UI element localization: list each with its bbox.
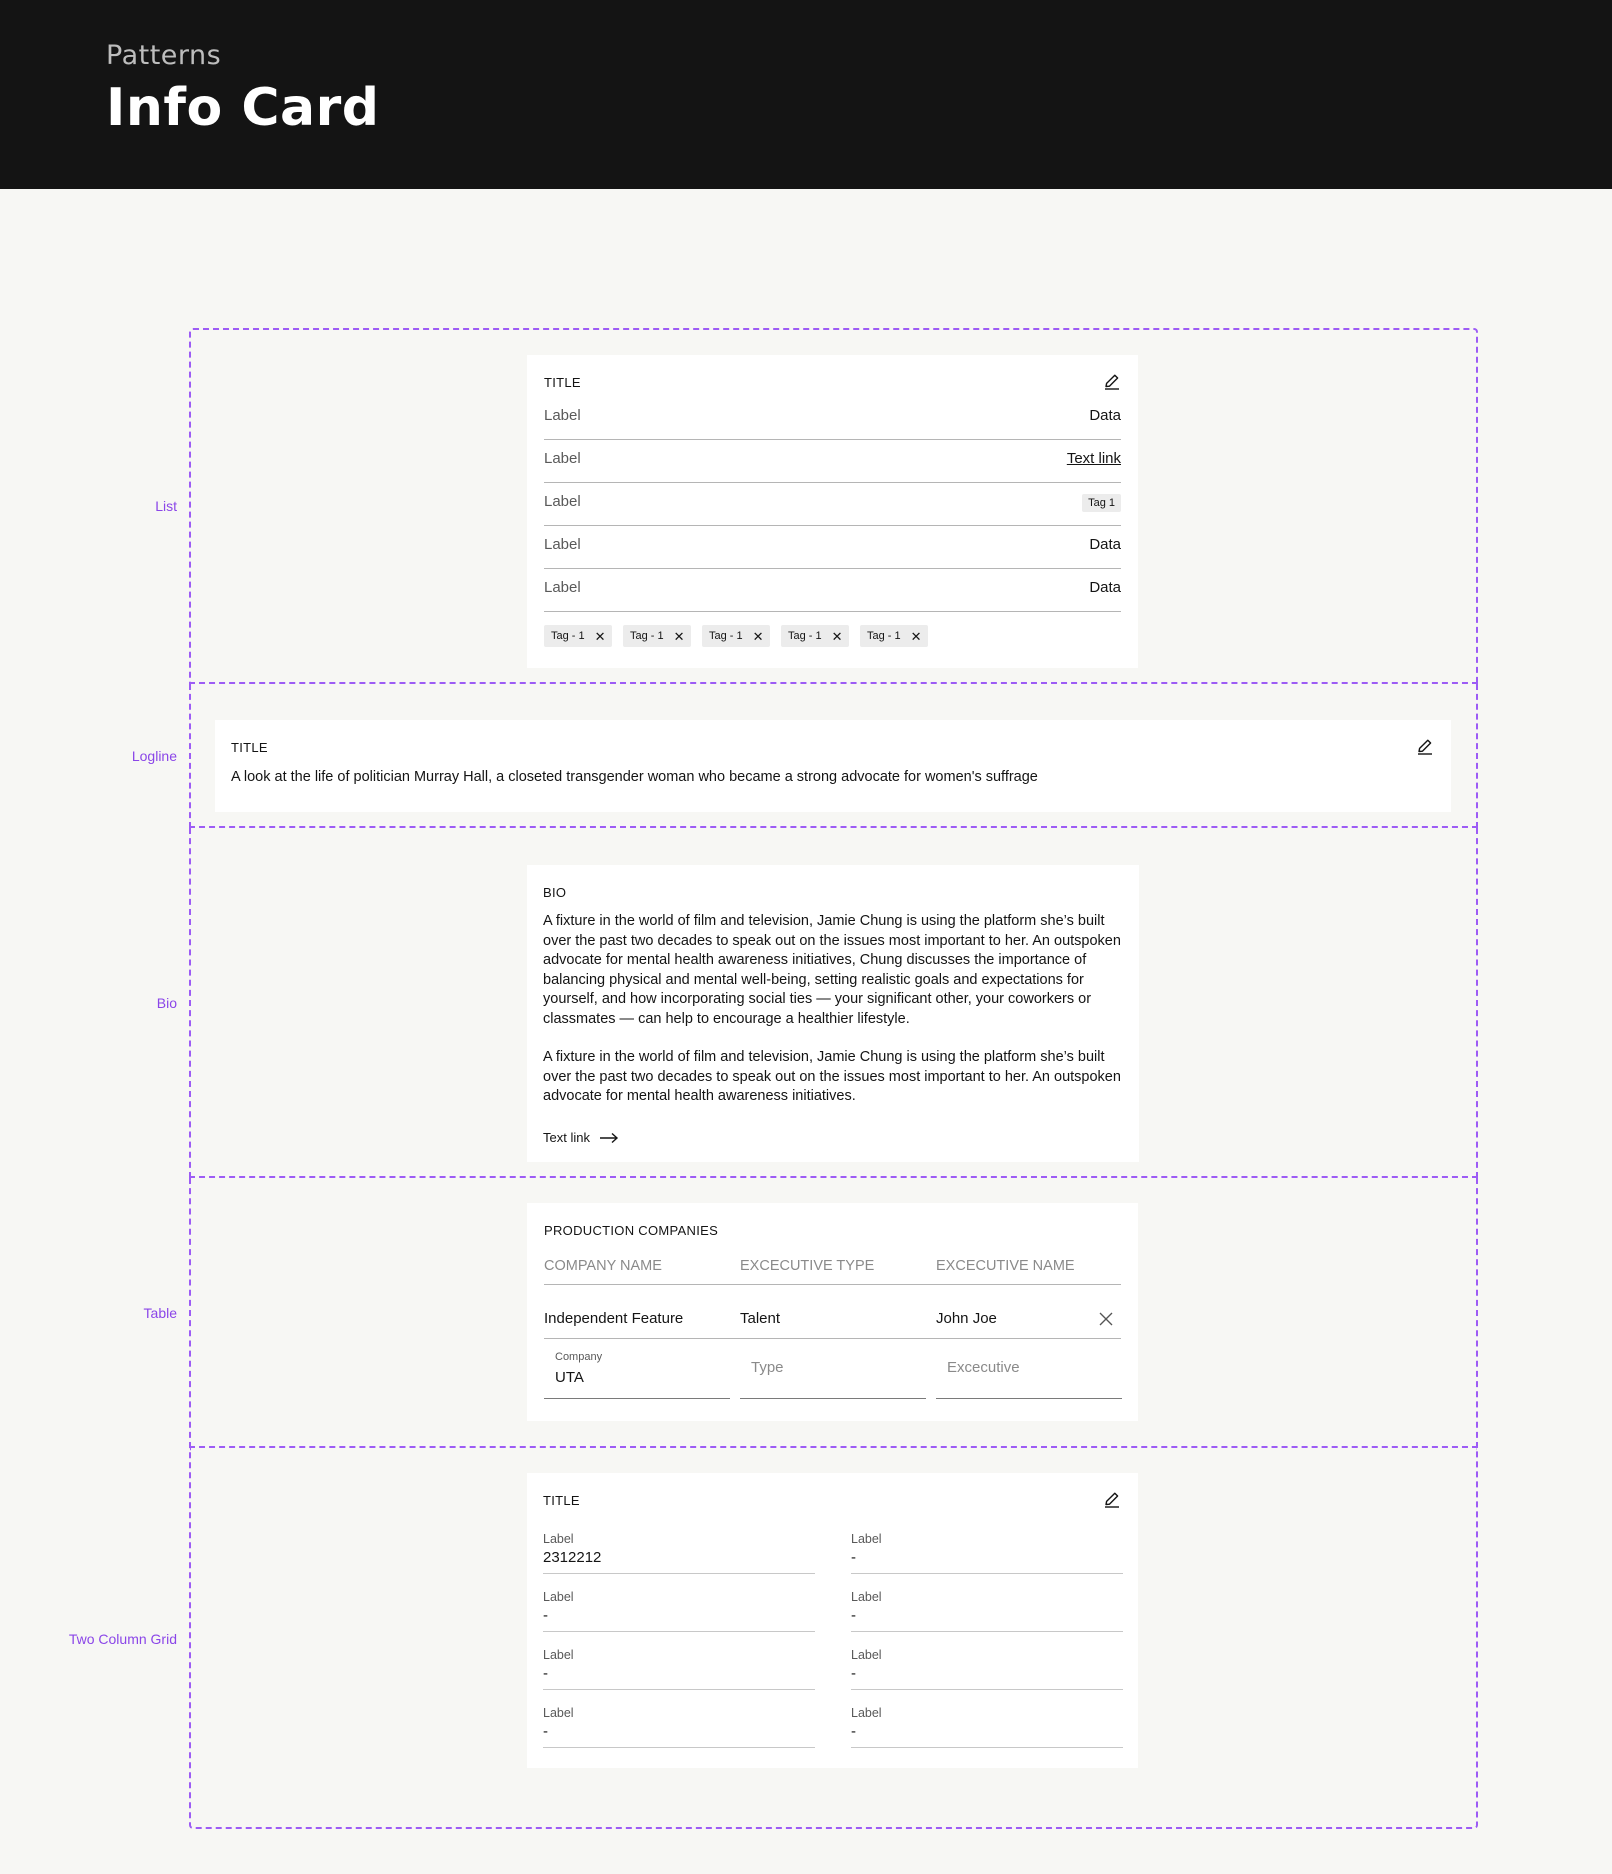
row-value: Data (1089, 579, 1121, 596)
grid-cell-value: - (543, 1607, 548, 1624)
grid-cell-value: - (543, 1665, 548, 1682)
grid-info-card (527, 1473, 1138, 1768)
grid-cell-value: - (851, 1549, 856, 1566)
executive-field[interactable] (936, 1339, 1122, 1399)
list-row (544, 440, 1121, 483)
bio-text-link[interactable] (543, 1130, 619, 1145)
grid-cell-label: Label (851, 1590, 882, 1604)
grid-cell-value: 2312212 (543, 1549, 602, 1566)
card-title: PRODUCTION COMPANIES (544, 1223, 719, 1238)
row-value: Data (1089, 407, 1121, 424)
grid-cell (851, 1706, 1123, 1748)
row-label: Label (544, 493, 581, 510)
tag-chip (860, 625, 928, 647)
tag-chip (544, 625, 612, 647)
pencil-icon[interactable] (1416, 737, 1434, 755)
pencil-icon[interactable] (1103, 1490, 1121, 1508)
grid-cell-value: - (543, 1723, 548, 1740)
grid-cell (851, 1648, 1123, 1690)
list-row (544, 526, 1121, 569)
bio-paragraph: A fixture in the world of film and television, Jamie Chung is using the platform she’s built over the past two decades to speak out on the issues most important to her. An outspoken advocate for mental health awareness initiatives, Chung discusses the importance of balancing physical and mental well-being, setting realistic goals and expectations for yourself, and how incorporating social ties — your significant other, your coworkers or classmates — can help to encourage a healthier lifestyle. (543, 913, 1121, 1027)
grid-cell (543, 1532, 815, 1574)
close-icon[interactable]: ✕ (752, 628, 764, 644)
section-label-table: Table (143, 1305, 177, 1321)
row-tag: Tag 1 (1082, 494, 1121, 512)
card-title: TITLE (231, 740, 268, 755)
grid-cell-value: - (851, 1723, 856, 1740)
grid-cell-value: - (851, 1665, 856, 1682)
chip-label: Tag - 1 (630, 630, 664, 642)
row-label: Label (544, 450, 581, 467)
close-icon[interactable]: ✕ (594, 628, 606, 644)
grid-cell-label: Label (851, 1706, 882, 1720)
grid-cell-label: Label (543, 1590, 574, 1604)
grid-cell-label: Label (543, 1532, 574, 1546)
page-header (0, 0, 1612, 189)
card-title: TITLE (543, 1493, 580, 1508)
tag-chip (702, 625, 770, 647)
list-row (544, 569, 1121, 612)
cell-name: John Joe (936, 1310, 997, 1327)
company-field[interactable] (544, 1339, 730, 1399)
company-field-label: Company (555, 1351, 603, 1363)
cell-type: Talent (740, 1310, 781, 1327)
row-label: Label (544, 579, 581, 596)
grid-cell (851, 1532, 1123, 1574)
grid-cell (543, 1706, 815, 1748)
company-field-value: UTA (555, 1369, 584, 1386)
grid-cell (543, 1648, 815, 1690)
bio-info-card (527, 865, 1139, 1162)
column-header-type: EXCECUTIVE TYPE (740, 1258, 875, 1274)
section-label-list: List (155, 498, 177, 514)
executive-field-placeholder: Excecutive (947, 1359, 1020, 1376)
column-header-name: EXCECUTIVE NAME (936, 1258, 1075, 1274)
cell-company: Independent Feature (544, 1310, 684, 1327)
list-row (544, 483, 1121, 526)
row-label: Label (544, 407, 581, 424)
section-label-bio: Bio (156, 995, 177, 1011)
type-field-placeholder: Type (751, 1359, 784, 1376)
page-title: Info Card (106, 78, 380, 138)
tag-chip (623, 625, 691, 647)
header-divider (544, 1284, 1121, 1285)
type-field[interactable] (740, 1339, 926, 1399)
list-info-card (527, 355, 1138, 668)
grid-cell-label: Label (543, 1648, 574, 1662)
chip-label: Tag - 1 (867, 630, 901, 642)
table-info-card (527, 1203, 1138, 1421)
chip-label: Tag - 1 (788, 630, 822, 642)
arrow-right-icon (599, 1132, 619, 1144)
column-header-company: COMPANY NAME (544, 1258, 662, 1274)
row-label: Label (544, 536, 581, 553)
row-value: Data (1089, 536, 1121, 553)
close-icon[interactable]: ✕ (910, 628, 922, 644)
section-label-grid: Two Column Grid (68, 1631, 177, 1647)
grid-cell (851, 1590, 1123, 1632)
card-title: BIO (543, 885, 567, 900)
close-icon[interactable] (1099, 1312, 1113, 1326)
close-icon[interactable]: ✕ (673, 628, 685, 644)
card-title: TITLE (544, 375, 581, 390)
grid-cell-value: - (851, 1607, 856, 1624)
close-icon[interactable]: ✕ (831, 628, 843, 644)
chip-label: Tag - 1 (551, 630, 585, 642)
chip-label: Tag - 1 (709, 630, 743, 642)
tag-chip (781, 625, 849, 647)
grid-cell-label: Label (851, 1648, 882, 1662)
grid-cell-label: Label (851, 1532, 882, 1546)
bio-paragraph: A fixture in the world of film and television, Jamie Chung is using the platform she’s built over the past two decades to speak out on the issues most important to her. An outspoken advocate for mental health awareness initiatives. (543, 1049, 1121, 1104)
grid-cell (543, 1590, 815, 1632)
list-row (544, 397, 1121, 440)
logline-text: A look at the life of politician Murray Hall, a closeted transgender woman who became a strong advocate for women's suffrage (231, 769, 1038, 785)
grid-cell-label: Label (543, 1706, 574, 1720)
section-label-logline: Logline (131, 748, 177, 764)
logline-info-card (215, 720, 1451, 812)
link-label: Text link (543, 1130, 590, 1145)
header-eyebrow: Patterns (106, 40, 222, 71)
row-text-link[interactable]: Text link (1066, 450, 1121, 467)
pencil-icon[interactable] (1103, 372, 1121, 390)
